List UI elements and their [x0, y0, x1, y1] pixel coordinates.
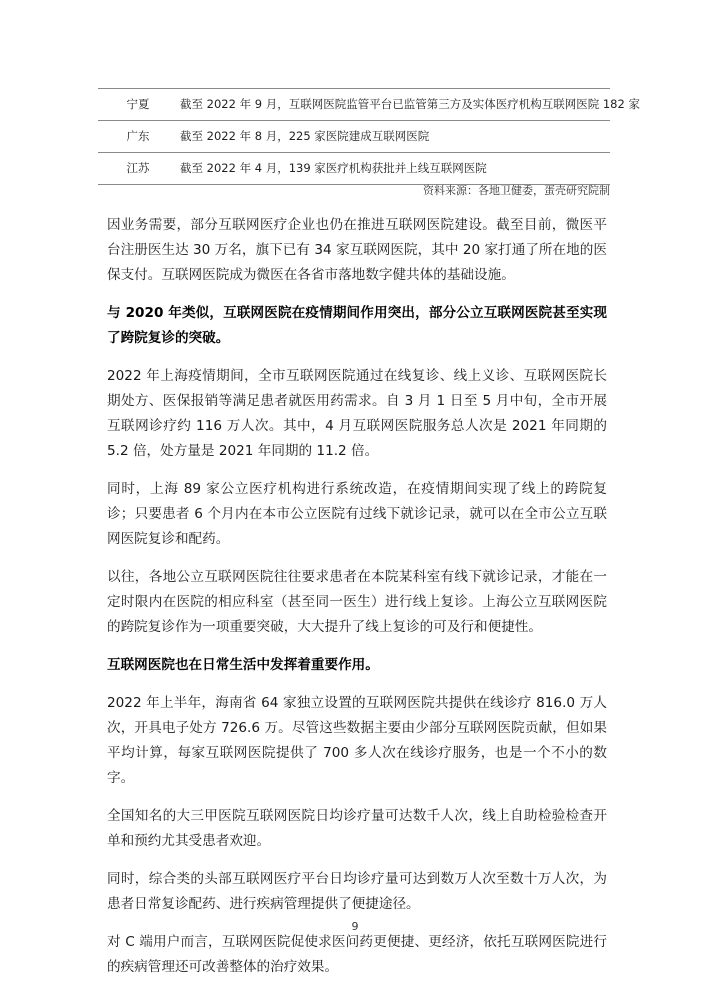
table-cell-region: 宁夏 [126, 97, 150, 111]
paragraph: 2022 年上半年，海南省 64 家独立设置的互联网医院共提供在线诊疗 816.0 万人次，开具电子处方 726.6 万。尽管这些数据主要由少部分互联网医院贡献，但如果平均计算，每家互联网医院提供了 700 多人次在线诊疗服务，也是一个不小的数字。 [107, 695, 607, 786]
bold-heading-paragraph: 与 2020 年类似，互联网医院在疫情期间作用突出，部分公立互联网医院甚至实现了跨院复诊的突破。 [107, 305, 607, 346]
table-cell-description: 截至 2022 年 4 月，139 家医疗机构获批并上线互联网医院 [180, 161, 487, 175]
page-number: 9 [351, 920, 359, 933]
table-row [98, 121, 610, 153]
paragraph: 对 C 端用户而言，互联网医院促使求医问药更便捷、更经济，依托互联网医院进行的疾病管理还可改善整体的治疗效果。 [107, 934, 607, 975]
table-cell-description: 截至 2022 年 8 月，225 家医院建成互联网医院 [180, 129, 430, 143]
paragraph: 2022 年上海疫情期间，全市互联网医院通过在线复诊、线上义诊、互联网医院长期处方、医保报销等满足患者就医用药需求。自 3 月 1 日至 5 月中旬，全市开展互联网诊疗约 116 万人次。其中，4 月互联网医院服务总人次是 2021 年同期的 5.2 倍，处方量是 2021 年同期的 11.2 倍。 [107, 368, 607, 459]
table-row [98, 88, 640, 121]
table-cell-region: 江苏 [126, 161, 150, 175]
table-cell-region: 广东 [126, 129, 150, 143]
paragraph: 全国知名的大三甲医院互联网医院日均诊疗量可达数千人次，线上自助检验检查开单和预约尤其受患者欢迎。 [107, 808, 607, 849]
paragraph: 以往，各地公立互联网医院往往要求患者在本院某科室有线下就诊记录，才能在一定时限内在医院的相应科室（甚至同一医生）进行线上复诊。上海公立互联网医院的跨院复诊作为一项重要突破，大大提升了线上复诊的可及行和便捷性。 [107, 569, 607, 635]
table-cell-description: 截至 2022 年 9 月，互联网医院监管平台已监管第三方及实体医疗机构互联网医院 182 家 [180, 97, 640, 111]
paragraph: 同时，上海 89 家公立医疗机构进行系统改造，在疫情期间实现了线上的跨院复诊；只要患者 6 个月内在本市公立医院有过线下就诊记录，就可以在全市公立互联网医院复诊和配药。 [107, 481, 607, 547]
bold-heading-paragraph: 互联网医院也在日常生活中发挥着重要作用。 [107, 657, 379, 673]
table-row [98, 153, 610, 185]
paragraph: 同时，综合类的头部互联网医疗平台日均诊疗量可达到数万人次至数十万人次，为患者日常复诊配药、进行疾病管理提供了便捷途径。 [107, 871, 607, 912]
paragraph: 因业务需要，部分互联网医疗企业也仍在推进互联网医院建设。截至目前，微医平台注册医生达 30 万名，旗下已有 34 家互联网医院，其中 20 家打通了所在地的医保支付。互联网医院成为微医在各省市落地数字健共体的基础设施。 [107, 217, 607, 283]
regional-internet-hospital-table [98, 88, 640, 185]
table-source-note: 资料来源：各地卫健委，蛋壳研究院制 [423, 184, 610, 197]
body-text [107, 213, 607, 993]
